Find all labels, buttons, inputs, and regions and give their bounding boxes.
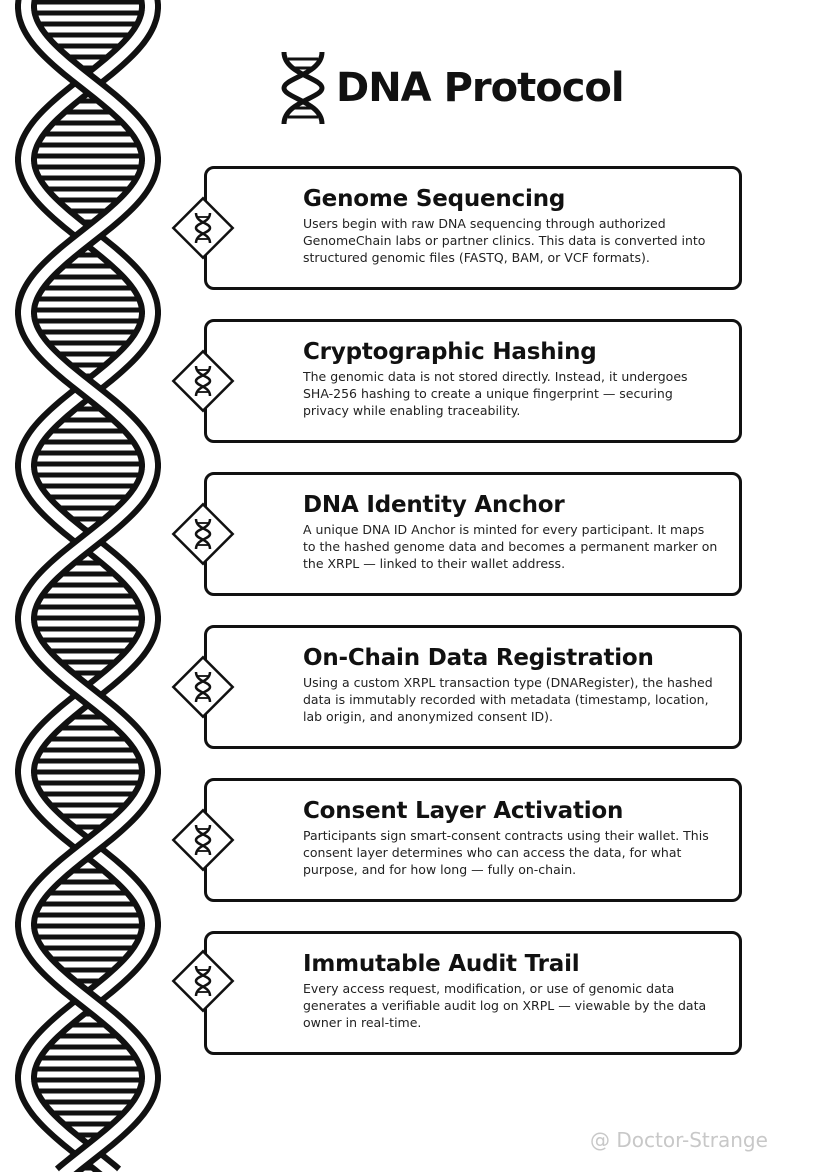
step-card-consent-layer-activation bbox=[204, 778, 742, 902]
dna-helix-illustration bbox=[0, 0, 190, 1172]
step-description: Using a custom XRPL transaction type (DNARegister), the hashed data is immutably recorded with metadata (timestamp, location, lab origin, and anonymized consent ID). bbox=[303, 675, 713, 724]
step-description: Participants sign smart-consent contracts using their wallet. This consent layer determines who can access the data, for what purpose, and for how long — fully on-chain. bbox=[303, 828, 709, 877]
step-title: Immutable Audit Trail bbox=[303, 951, 580, 977]
watermark bbox=[590, 1128, 768, 1152]
dna-icon bbox=[168, 346, 238, 416]
dna-icon bbox=[168, 652, 238, 722]
step-title: Cryptographic Hashing bbox=[303, 339, 597, 365]
dna-icon bbox=[168, 193, 238, 263]
dna-icon bbox=[168, 946, 238, 1016]
step-description: Users begin with raw DNA sequencing through authorized GenomeChain labs or partner clinics. This data is converted into structured genomic files (FASTQ, BAM, or VCF formats). bbox=[303, 216, 706, 265]
dna-logo-icon bbox=[278, 50, 328, 126]
step-card-genome-sequencing bbox=[204, 166, 742, 290]
dna-icon bbox=[168, 499, 238, 569]
dna-icon bbox=[168, 805, 238, 875]
step-title: DNA Identity Anchor bbox=[303, 492, 565, 518]
step-card-immutable-audit-trail bbox=[204, 931, 742, 1055]
page-header bbox=[278, 50, 624, 126]
step-description: The genomic data is not stored directly. Instead, it undergoes SHA-256 hashing to create a unique fingerprint — securing privacy while enabling traceability. bbox=[303, 369, 688, 418]
step-title: Genome Sequencing bbox=[303, 186, 566, 212]
step-title: On-Chain Data Registration bbox=[303, 645, 654, 671]
step-title: Consent Layer Activation bbox=[303, 798, 624, 824]
step-card-on-chain-data-registration bbox=[204, 625, 742, 749]
step-card-cryptographic-hashing bbox=[204, 319, 742, 443]
step-description: A unique DNA ID Anchor is minted for every participant. It maps to the hashed genome data and becomes a permanent marker on the XRPL — linked to their wallet address. bbox=[303, 522, 718, 571]
page-title: DNA Protocol bbox=[336, 65, 624, 111]
step-card-dna-identity-anchor bbox=[204, 472, 742, 596]
step-description: Every access request, modification, or use of genomic data generates a verifiable audit log on XRPL — viewable by the data owner in real-time. bbox=[303, 981, 707, 1030]
watermark-text: @ Doctor-Strange bbox=[590, 1128, 768, 1152]
